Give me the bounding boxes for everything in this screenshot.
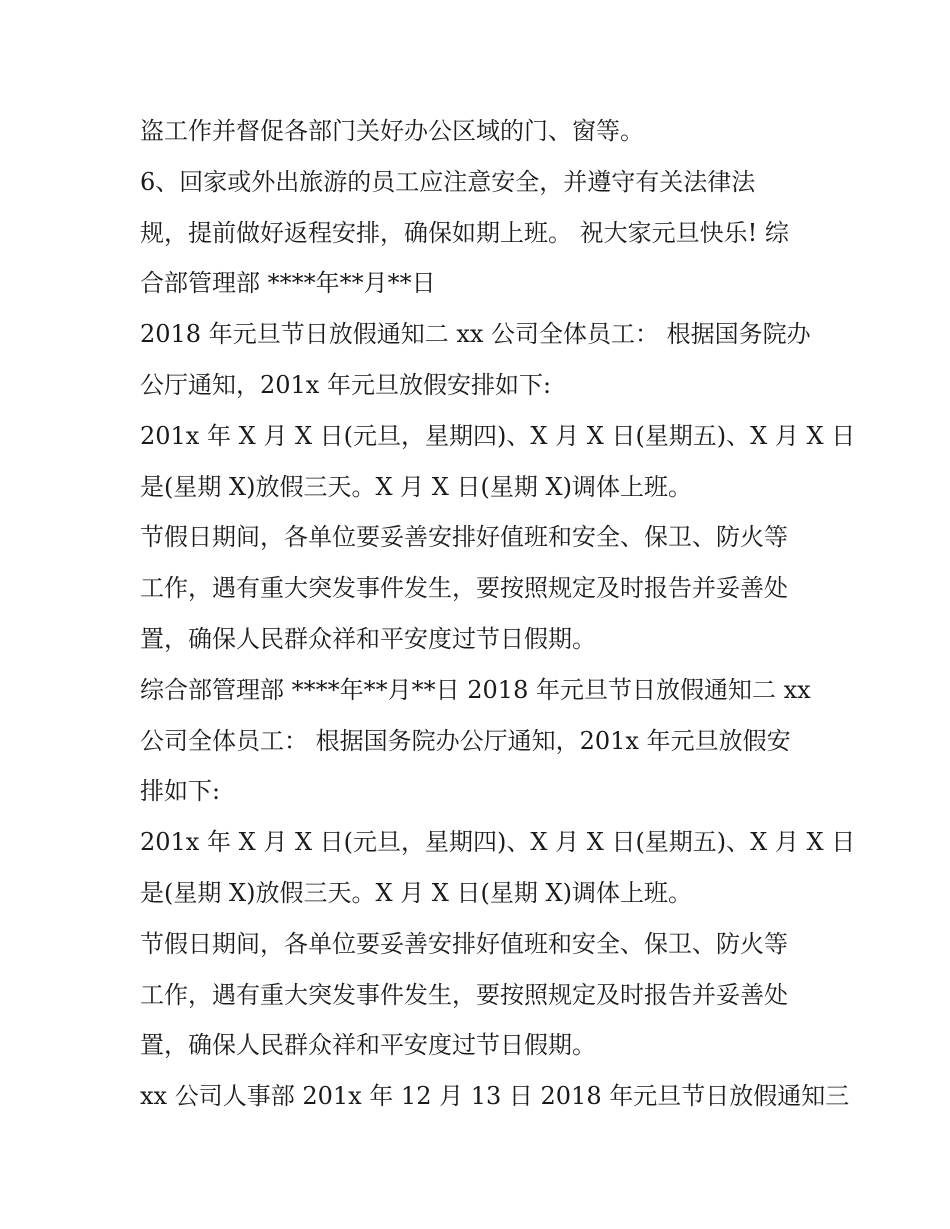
text-line: 公厅通知，201x 年元旦放假安排如下: [140, 370, 552, 399]
text-line: 排如下: [140, 777, 221, 806]
text-line: 盗工作并督促各部门关好办公区域的门、窗等。 [140, 117, 644, 145]
text-line: 是(星期 X)放假三天。X 月 X 日(星期 X)调体上班。 [140, 878, 692, 907]
text-line: 综合部管理部 ****年**月**日 2018 年元旦节日放假通知二 xx [140, 675, 811, 704]
text-line: 节假日期间，各单位要妥善安排好值班和安全、保卫、防火等 [140, 523, 788, 552]
text-line: 公司全体员工： 根据国务院办公厅通知，201x 年元旦放假安 [140, 726, 791, 755]
text-line: 工作，遇有重大突发事件发生，要按照规定及时报告并妥善处 [140, 574, 788, 603]
text-line: 合部管理部 ****年**月**日 [140, 269, 436, 298]
body-text [140, 106, 856, 1122]
text-line: 工作，遇有重大突发事件发生，要按照规定及时报告并妥善处 [140, 980, 788, 1009]
text-line: 置，确保人民群众祥和平安度过节日假期。 [140, 1031, 596, 1060]
text-line: 置，确保人民群众祥和平安度过节日假期。 [140, 624, 596, 653]
text-line: 规，提前做好返程安排，确保如期上班。 祝大家元旦快乐! 综 [140, 218, 789, 247]
text-line: xx 公司人事部 201x 年 12 月 13 日 2018 年元旦节日放假通知三 [140, 1082, 850, 1111]
text-line: 201x 年 X 月 X 日(元旦，星期四)、X 月 X 日(星期五)、X 月 X 日 [140, 828, 856, 857]
text-line: 6、回家或外出旅游的员工应注意安全，并遵守有关法律法 [140, 167, 756, 196]
text-line: 节假日期间，各单位要妥善安排好值班和安全、保卫、防火等 [140, 929, 788, 958]
text-line: 201x 年 X 月 X 日(元旦，星期四)、X 月 X 日(星期五)、X 月 X 日 [140, 421, 856, 450]
text-line: 2018 年元旦节日放假通知二 xx 公司全体员工： 根据国务院办 [140, 320, 811, 349]
text-line: 是(星期 X)放假三天。X 月 X 日(星期 X)调体上班。 [140, 472, 692, 501]
